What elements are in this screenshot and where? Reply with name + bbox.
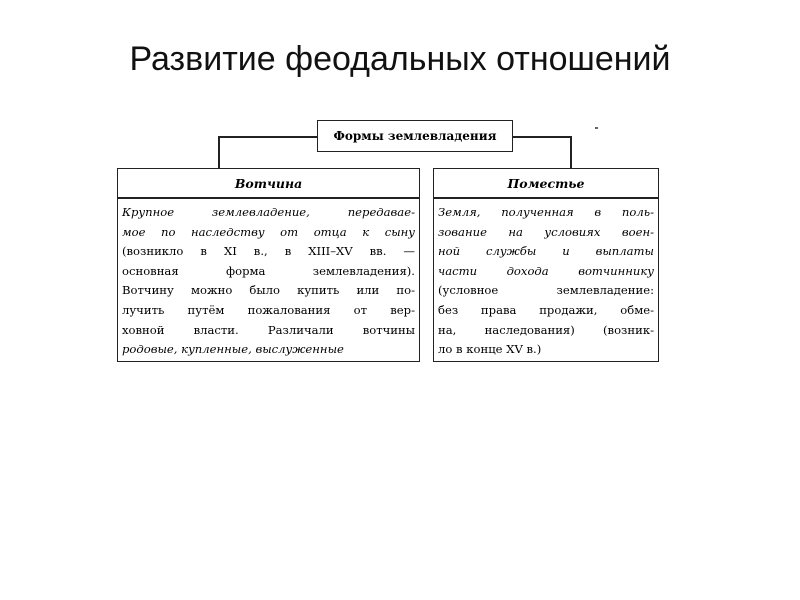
pomestye-description: [434, 199, 658, 360]
connector-left-vertical: [218, 136, 220, 168]
description-line: (условное землевладение:: [438, 283, 654, 298]
votchina-description: [118, 199, 419, 360]
description-line: родовые, купленные, выслуженные: [122, 342, 344, 357]
root-box: Формы землевладения: [317, 120, 513, 152]
description-line: ховной власти. Различали вотчины: [122, 322, 415, 337]
description-line: мое по наследству от отца к сыну: [122, 224, 415, 239]
slide-title: Развитие феодальных отношений: [129, 40, 671, 78]
description-line: Вотчину можно было купить или по-: [122, 283, 415, 298]
description-line: на, наследования) (возник-: [438, 322, 654, 337]
description-line: Земля, полученная в поль-: [438, 205, 654, 219]
connector-right-vertical: [570, 136, 572, 168]
description-line: лучить путём пожалования от вер-: [122, 302, 415, 317]
description-line: Крупное землевладение, передавае-: [122, 205, 415, 219]
description-line: основная форма землевладения).: [122, 263, 415, 278]
description-line: без права продажи, обме-: [438, 302, 654, 317]
connector-left-horizontal: [218, 136, 317, 138]
description-line: части дохода вотчиннику: [438, 263, 654, 278]
description-line: (возникло в XI в., в XIII–XV вв. —: [122, 244, 415, 259]
scan-speck: [595, 127, 598, 129]
description-line: ло в конце XV в.): [438, 342, 542, 357]
pomestye-title: Поместье: [434, 169, 658, 199]
description-line: ной службы и выплаты: [438, 244, 654, 259]
votchina-box: [117, 168, 420, 362]
land-ownership-diagram: [115, 112, 660, 362]
description-line: зование на условиях воен-: [438, 224, 654, 239]
pomestye-box: [433, 168, 659, 362]
votchina-title: Вотчина: [118, 169, 419, 199]
connector-right-horizontal: [513, 136, 571, 138]
